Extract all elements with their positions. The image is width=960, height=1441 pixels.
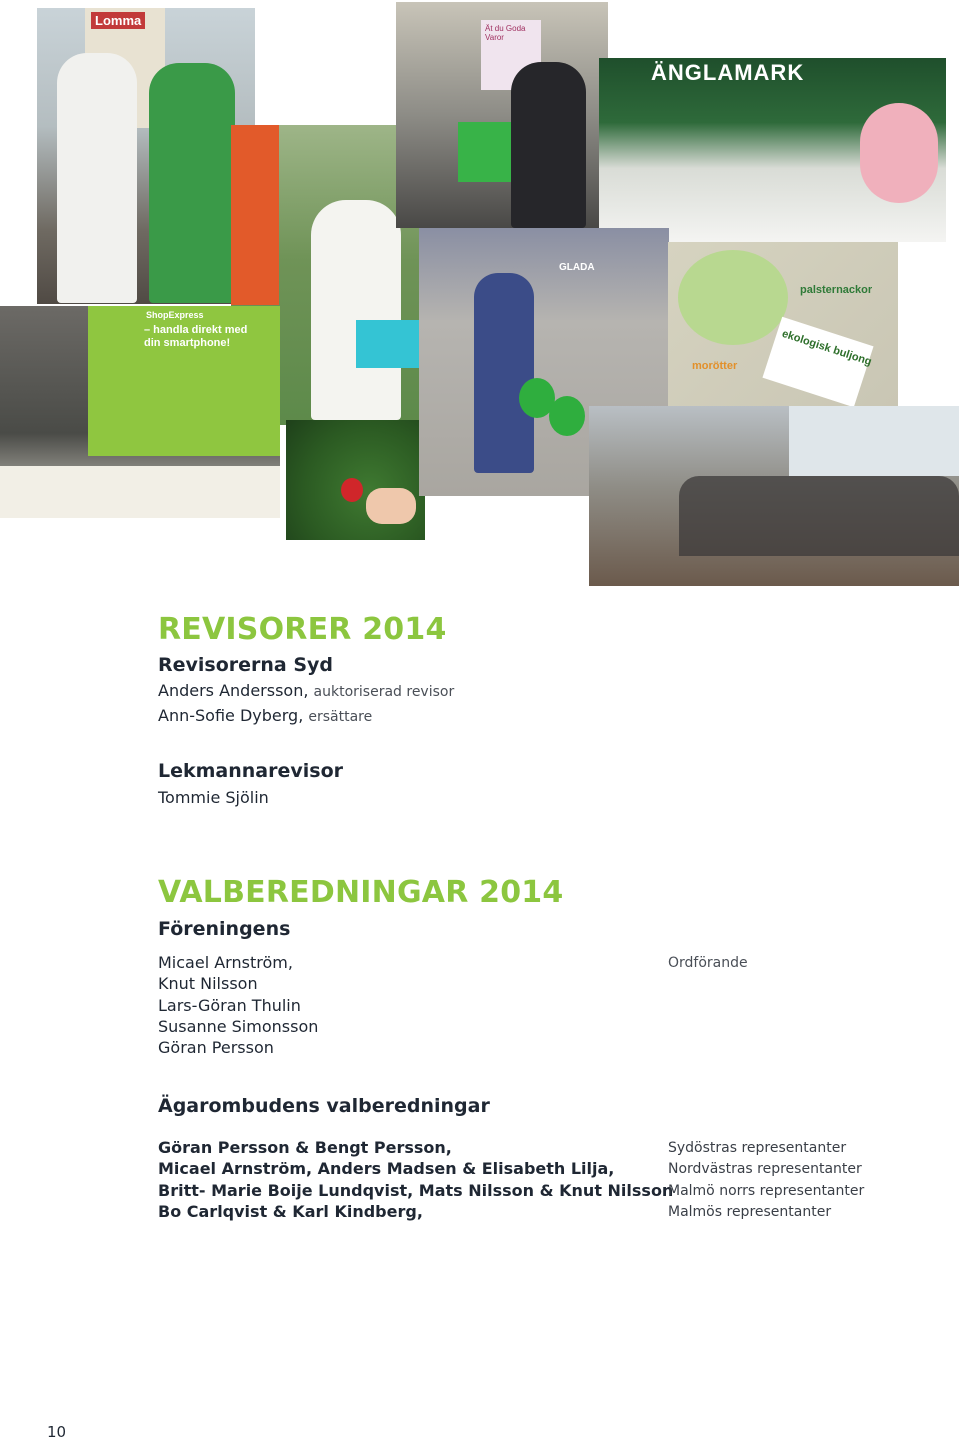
revisor-entry <box>158 706 372 725</box>
member-name: Micael Arnström, <box>158 953 293 972</box>
valberedningar-heading: VALBEREDNINGAR 2014 <box>158 875 564 910</box>
agarombud-region: Malmös representanter <box>668 1203 832 1220</box>
lekmannarevisor-title: Lekmannarevisor <box>158 760 344 782</box>
member-name: Göran Persson <box>158 1038 274 1058</box>
flag-banner <box>231 125 279 305</box>
photo-person <box>511 62 586 228</box>
shopexpress-text: – handla direkt med din smartphone! <box>144 324 248 349</box>
store-sign: GLADA <box>559 262 595 273</box>
agarombud-names <box>158 1137 673 1222</box>
lekmannarevisor-name: Tommie Sjölin <box>158 788 269 807</box>
tasting-table <box>0 466 280 518</box>
agarombud-regions <box>668 1138 864 1223</box>
shopexpress-panel <box>88 306 280 456</box>
agarombud-heading: Ägarombudens valberedningar <box>158 1095 490 1117</box>
photo-person <box>474 273 534 473</box>
photo-store-interior <box>396 2 608 228</box>
shopexpress-title: ShopExpress <box>146 310 204 320</box>
member-name: Knut Nilsson <box>158 974 258 994</box>
hand <box>366 488 416 524</box>
audience <box>679 476 959 556</box>
page-number: 10 <box>47 1423 67 1441</box>
buljong-label: ekologisk buljong <box>780 327 874 369</box>
photo-person <box>149 63 235 303</box>
palsternackor-label: palsternackor <box>800 284 873 296</box>
member-name: Susanne Simonsson <box>158 1016 319 1036</box>
ordforande-label: Ordförande <box>668 955 748 971</box>
revisorer-heading: REVISORER 2014 <box>158 612 447 647</box>
photo-lomma-street <box>37 8 255 304</box>
photo-strawberries <box>286 420 425 540</box>
photo-shopexpress-stand <box>0 306 280 518</box>
anglamark-banner: ÄNGLAMARK <box>651 60 805 85</box>
revisor-role: ersättare <box>308 709 373 725</box>
cabbage <box>678 250 788 345</box>
revisor-name: Anders Andersson, <box>158 681 309 700</box>
agarombud-names-row: Micael Arnström, Anders Madsen & Elisabeth Lilja, <box>158 1159 615 1179</box>
agarombud-region: Sydöstras representanter <box>668 1140 847 1156</box>
revisor-entry <box>158 681 454 700</box>
agarombud-names-row: Britt- Marie Boije Lundqvist, Mats Nilsson & Knut Nilsson <box>158 1180 674 1200</box>
photo-person <box>311 200 401 420</box>
foreningens-title: Föreningens <box>158 918 291 940</box>
agarombud-region: Nordvästras representanter <box>668 1161 862 1178</box>
member-name: Lars-Göran Thulin <box>158 995 301 1015</box>
revisor-role: auktoriserad revisor <box>313 684 455 700</box>
revisor-name: Ann-Sofie Dyberg, <box>158 706 304 725</box>
agarombud-names-row: Göran Persson & Bengt Persson, <box>158 1138 452 1157</box>
photo-vegetables <box>668 242 898 410</box>
window <box>789 406 959 476</box>
agarombud-region: Malmö norrs representanter <box>668 1182 865 1199</box>
cooler-box <box>356 320 428 368</box>
lomma-sign-label: Lomma <box>91 12 145 29</box>
foreningens-members <box>158 952 318 1058</box>
photo-meeting-room <box>589 406 959 586</box>
revisorer-group-title: Revisorerna Syd <box>158 654 334 676</box>
photo-anglamark-group <box>599 58 946 242</box>
photo-person <box>57 53 137 303</box>
store-poster-text: Ät du Goda Varor <box>485 24 526 42</box>
green-balloon <box>549 396 585 436</box>
pig-mascot <box>860 103 938 203</box>
shopping-basket <box>458 122 518 182</box>
morotter-label: morötter <box>692 360 738 372</box>
agarombud-names-row: Bo Carlqvist & Karl Kindberg, <box>158 1201 423 1221</box>
strawberry <box>341 478 363 502</box>
